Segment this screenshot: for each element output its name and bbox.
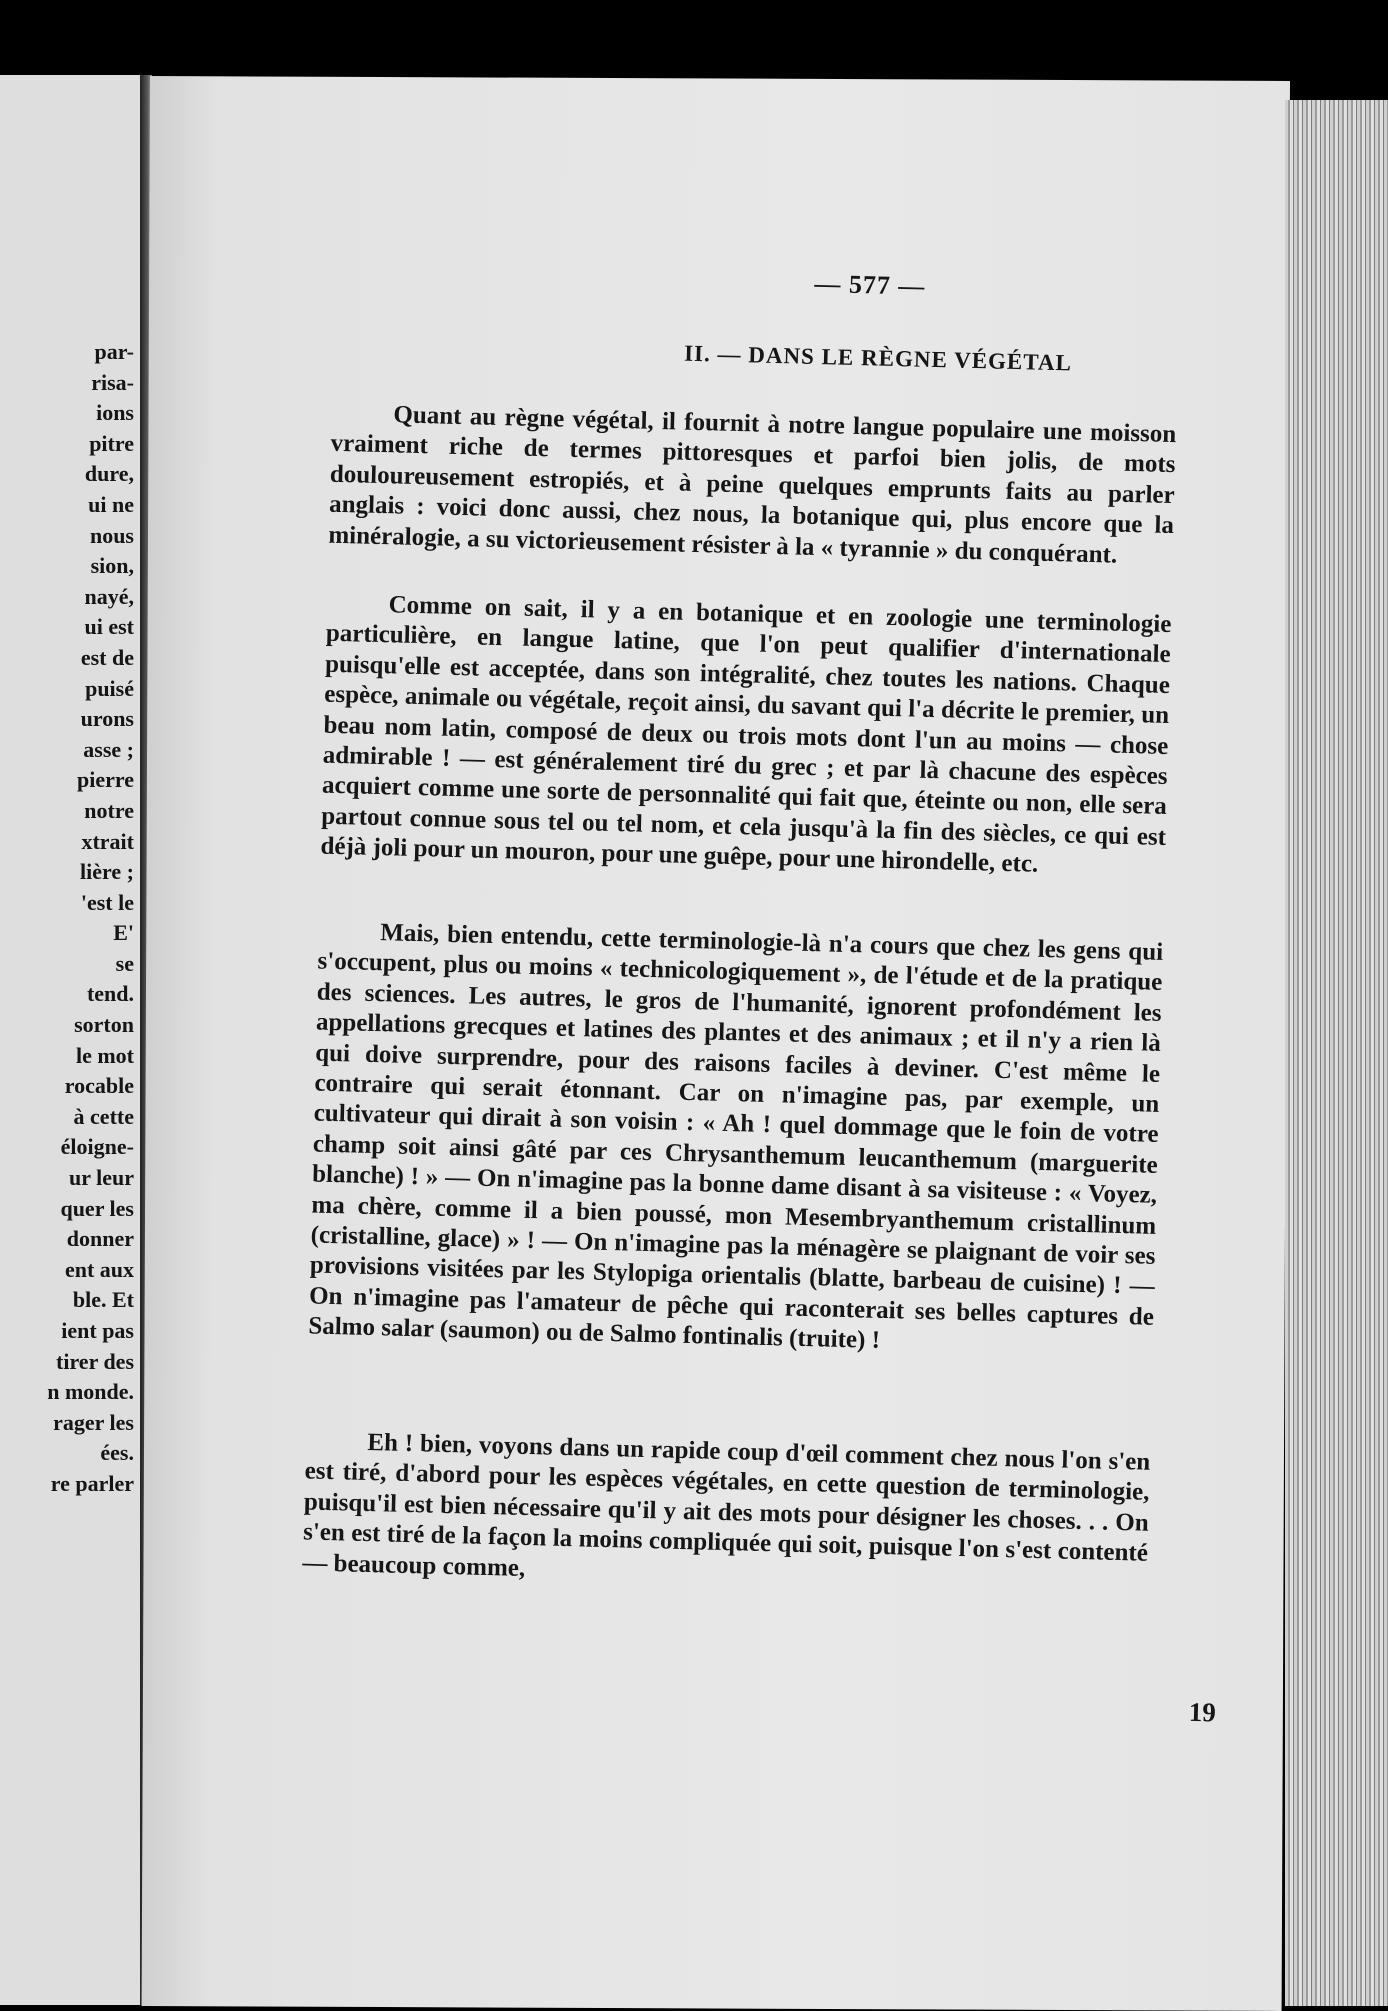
- facing-page-line: est de: [80, 644, 134, 670]
- paragraph-1: Quant au règne végétal, il fournit à notre langue populaire une moisson vraiment riche de termes pittoresques et parfoi bien jolis, de mots douloureusement estropiés, et à peine quelques emprunts faits au parler anglais : voici donc aussi, chez nous, la botanique qui, plus encore que la minéralogie, a su victorieusement résister à la « tyrannie » du conquérant.: [328, 401, 1177, 569]
- facing-page-line: 'est le: [80, 889, 134, 915]
- facing-page-line: sorton: [74, 1012, 134, 1038]
- facing-page-line: notre: [84, 797, 134, 823]
- facing-page-line: par-: [94, 339, 134, 364]
- facing-page-line: nous: [89, 522, 134, 548]
- paragraph-4: Eh ! bien, voyons dans un rapide coup d'œil comment chez nous l'on s'en est tiré, d'abord pour les espèces végétales, en cette question de terminologie, puisqu'il est bien nécessaire qu'il y ait des mots pour désigner les choses. . . On s'en est tiré de la façon la moins compliquée qui soit, puisque l'on s'est contenté — beaucoup comme,: [302, 1428, 1151, 1582]
- facing-page-line: risa-: [91, 369, 134, 395]
- facing-page-text: [0, 337, 134, 1500]
- facing-page-line: tend.: [86, 981, 134, 1007]
- facing-page-line: ent aux: [64, 1256, 134, 1282]
- facing-page-line: urons: [80, 706, 134, 732]
- facing-page-line: pierre: [76, 767, 134, 793]
- facing-page-line: ur leur: [69, 1165, 134, 1191]
- section-title: II. — DANS LE RÈGNE VÉGÉTAL: [683, 340, 1073, 376]
- facing-page-line: ions: [96, 400, 134, 426]
- page-number: — 577 —: [814, 268, 926, 301]
- facing-page-line: E': [113, 920, 134, 946]
- facing-page-line: ui est: [84, 614, 134, 640]
- facing-page-line: ient pas: [61, 1318, 134, 1343]
- facing-page-line: xtrait: [81, 828, 134, 854]
- paragraph-3: Mais, bien entendu, cette terminologie-là n'a cours que chez les gens qui s'occupent, plus ou moins « technicologiquement », de l'étude et de la pratique des sciences. Les autres, le gros de l'humanité, ignorent profondément les appellations grecques et latines des plantes et des animaux ; et il n'y a rien là qui doive surprendre, pour des raisons faciles à deviner. C'est même le contraire qui serait étonnant. Car on n'imagine pas, par exemple, un cultivateur qui dirait à son voisin : « Ah ! quel dommage que le foin de votre champ soit ainsi gâté par ces Chrysanthemum leucanthemum (marguerite blanche) ! » — On n'imagine pas la bonne dame disant à sa visiteuse : « Voyez, ma chère, comme il a bien poussé, mon Mesembryanthemum cristallinum (cristalline, glace) » ! — On n'imagine pas la ménagère se plaignant de voir ses provisions visitées par les Stylopiga orientalis (blatte, barbeau de cuisine) ! — On n'imagine pas l'amateur de pêche qui raconterait ses belles captures de Salmo salar (saumon) ou de Salmo fontinalis (truite) !: [308, 919, 1164, 1355]
- facing-page-line: ées.: [100, 1440, 134, 1466]
- facing-page-line: rager les: [53, 1409, 134, 1435]
- facing-page-line: pitre: [89, 430, 134, 456]
- facing-page-line: re parler: [50, 1470, 134, 1496]
- facing-page-line: nayé,: [84, 583, 134, 609]
- facing-page-line: le mot: [75, 1042, 134, 1068]
- facing-page-line: tirer des: [56, 1348, 134, 1374]
- facing-page-line: ble. Et: [72, 1287, 134, 1313]
- facing-page-line: quer les: [60, 1195, 134, 1221]
- facing-page-line: dure,: [84, 461, 134, 487]
- facing-page-line: donner: [66, 1226, 134, 1252]
- facing-page-line: asse ;: [83, 736, 134, 762]
- page-edges: [1285, 100, 1388, 2006]
- facing-page-line: se: [115, 950, 134, 976]
- facing-page-line: puisé: [85, 675, 134, 701]
- facing-page-line: à cette: [73, 1103, 134, 1129]
- signature-number: 19: [1188, 1696, 1217, 1728]
- facing-page-line: éloigne-: [60, 1134, 134, 1160]
- facing-page-line: ui ne: [88, 491, 134, 517]
- book-page: [142, 76, 1290, 2011]
- facing-page-line: rocable: [64, 1073, 134, 1099]
- facing-page: [0, 75, 140, 2005]
- facing-page-line: lière ;: [80, 859, 134, 885]
- facing-page-line: sion,: [90, 553, 134, 579]
- facing-page-line: n monde.: [47, 1379, 134, 1405]
- page-text-block: [302, 77, 1217, 1728]
- paragraph-2: Comme on sait, il y a en botanique et en zoologie une terminologie particulière, en langue latine, que l'on peut qualifier d'internationale puisqu'elle est acceptée, dans son intégralité, chez toutes les nations. Chaque espèce, animale ou végétale, reçoit ainsi, du savant qui l'a décrite le premier, un beau nom latin, composé de deux ou trois mots dont l'un au moins — chose admirable ! — est généralement tiré du grec ; et par là chacune des espèces acquiert comme une sorte de personnalité qui fait que, éteinte ou non, elle sera partout connue sous tel ou tel nom, et cela jusqu'à la fin des siècles, ce qui est déjà joli pour un mouron, pour une guêpe, pour une hirondelle, etc.: [320, 591, 1172, 878]
